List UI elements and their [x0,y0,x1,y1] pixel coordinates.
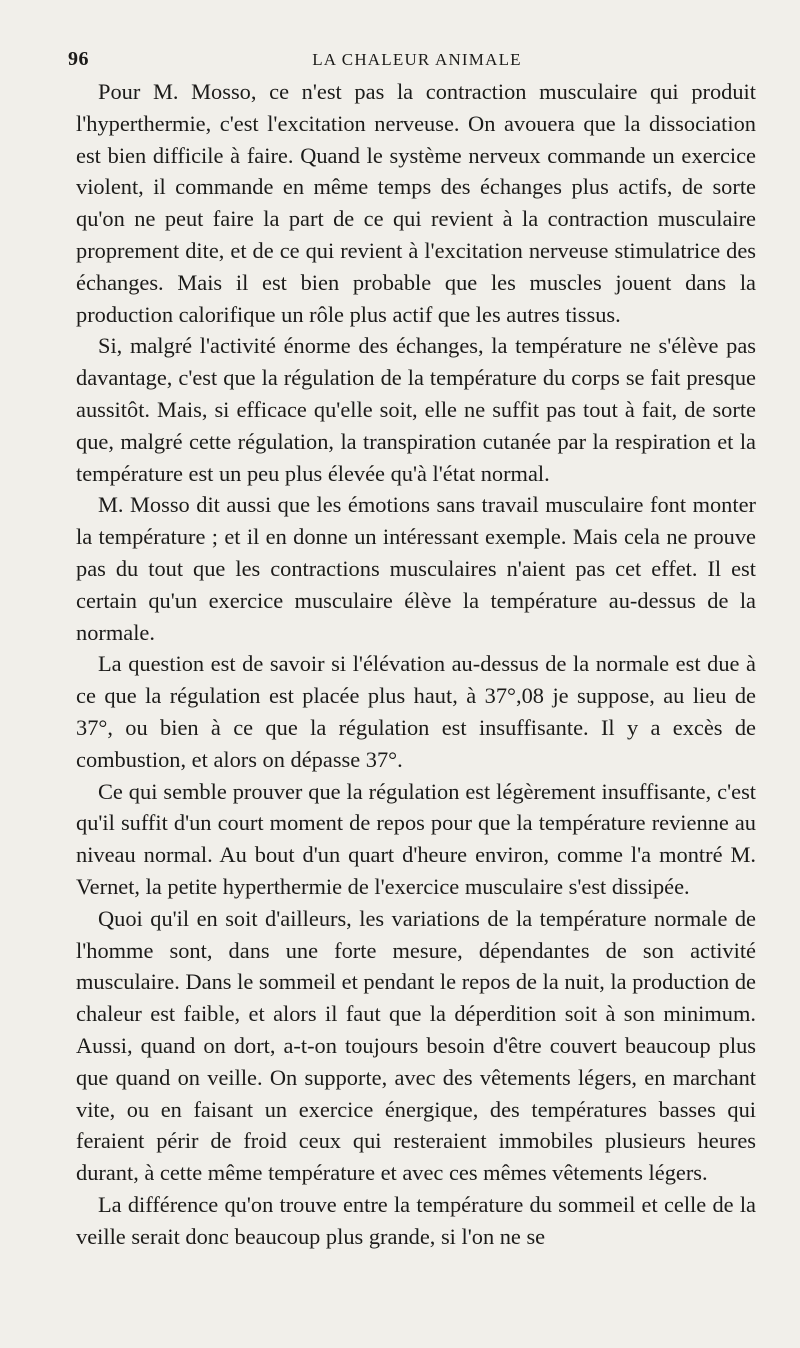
running-header [68,36,758,76]
paragraph: La question est de savoir si l'élévation au-dessus de la normale est due à ce que la régulation est placée plus haut, à 37°,08 je suppose, au lieu de 37°, ou bien à ce que la régulation est insuffisante. Il y a excès de combustion, et alors on dépasse 37°. [76,651,756,772]
paragraph: La différence qu'on trouve entre la température du sommeil et celle de la veille serait donc beaucoup plus grande, si l'on ne se [76,1191,756,1249]
paragraph: Pour M. Mosso, ce n'est pas la contraction musculaire qui produit l'hyperthermie, c'est l'excitation nerveuse. On avouera que la dissociation est bien difficile à faire. Quand le système nerveux commande un exercice violent, il commande en même temps des échanges plus actifs, de sorte qu'on ne peut faire la part de ce qui revient à la contraction musculaire proprement dite, et de ce qui revient à l'excitation nerveuse stimulatrice des échanges. Mais il est bien probable que les muscles jouent dans la production calorifique un rôle plus actif que les autres tissus. [76,79,756,327]
paragraph: Quoi qu'il en soit d'ailleurs, les variations de la température normale de l'homme sont, dans une forte mesure, dépendantes de son activité musculaire. Dans le sommeil et pendant le repos de la nuit, la production de chaleur est faible, et alors il faut que la déperdition soit à son minimum. Aussi, quand on dort, a-t-on toujours besoin d'être couvert beaucoup plus que quand on veille. On supporte, avec des vêtements légers, en marchant vite, ou en faisant un exercice énergique, des températures basses qui feraient périr de froid ceux qui resteraient immobiles plusieurs heures durant, à cette même température et avec ces mêmes vêtements légers. [76,905,756,1186]
paragraph: M. Mosso dit aussi que les émotions sans travail musculaire font monter la température ; et il en donne un intéressant exemple. Mais cela ne prouve pas du tout que les contractions musculaires n'aient pas cet effet. Il est certain qu'un exercice musculaire élève la température au-dessus de la normale. [76,492,756,645]
body-text [76,76,756,1252]
paragraph: Ce qui semble prouver que la régulation est légèrement insuffisante, c'est qu'il suffit d'un court moment de repos pour que la température revienne au niveau normal. Au bout d'un quart d'heure environ, comme l'a montré M. Vernet, la petite hyperthermie de l'exercice musculaire s'est dissipée. [76,778,756,899]
paragraph: Si, malgré l'activité énorme des échanges, la température ne s'élève pas davantage, c'est que la régulation de la température du corps se fait presque aussitôt. Mais, si efficace qu'elle soit, elle ne suffit pas tout à fait, de sorte que, malgré cette régulation, la transpiration cutanée par la respiration et la température est un peu plus élevée qu'à l'état normal. [76,333,756,486]
running-title: LA CHALEUR ANIMALE [312,50,522,69]
page-number: 96 [68,48,89,70]
